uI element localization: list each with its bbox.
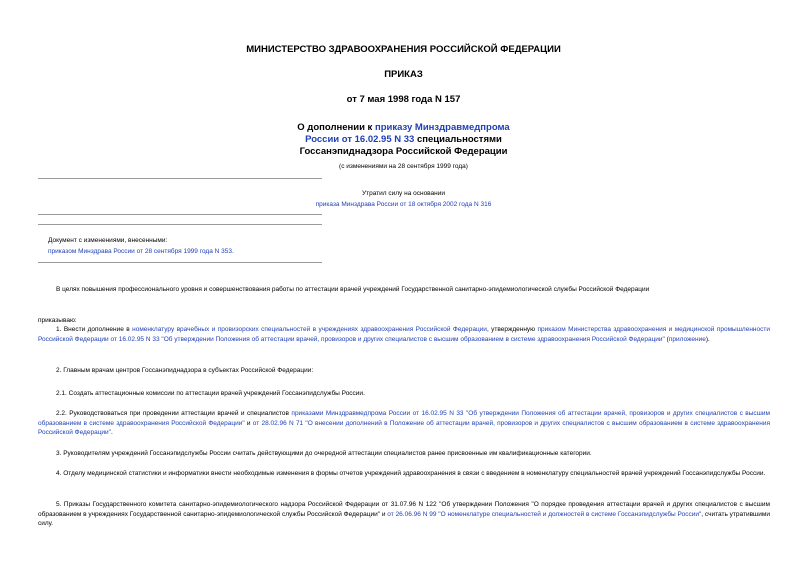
item-1-text-d: ). bbox=[705, 335, 710, 343]
item-5 bbox=[38, 500, 770, 529]
void-label: Утратил силу на основании bbox=[361, 190, 446, 197]
divider bbox=[38, 178, 322, 179]
date-number-heading: от 7 мая 1998 года N 157 bbox=[346, 94, 461, 105]
item-2-1: 2.1. Создать аттестационные комиссии по аттестации врачей учреждений Госсанэпидслужбы России. bbox=[56, 390, 365, 397]
item-1-text-a: 1. Внести дополнение в bbox=[56, 326, 133, 333]
item-1-text-b: , утвержденную bbox=[486, 326, 538, 333]
void-link[interactable]: приказа Минздрава России от 18 октября 2002 года N 316 bbox=[315, 201, 492, 208]
item-1-text-c: ( bbox=[664, 335, 669, 343]
title-line2-rest: специальностями bbox=[414, 134, 502, 145]
item-4: 4. Отделу медицинской статистики и информатики внести необходимые изменения в формы отчетов учреждений здравоохранения в связи с введением в номенклатуру специальностей врачей учреждений Госсанэпидслужбы России. bbox=[56, 470, 766, 477]
order-word: приказываю: bbox=[38, 317, 77, 324]
item-1-link-order[interactable]: приказом Министерства здравоохранения и медицинской промышленности Российской Федерации от 16.02.95 N 33 "Об утверждении Положения об аттестации врачей, провизоров и других специалистов с высшим образованием в системе здравоохранения Российской Федерации" bbox=[38, 326, 770, 343]
item-5-text-b: , считать утратившими силу. bbox=[38, 510, 770, 527]
item-5-link-order-99[interactable]: от 26.06.96 N 99 "О номенклатуре специальностей и должностей в системе Госсанэпидслужбы России" bbox=[387, 510, 702, 518]
item-2-2-text-a: 2.2. Руководствоваться при проведении аттестации врачей и специалистов bbox=[56, 410, 292, 417]
item-3: 3. Руководителям учреждений Госсанэпидслужбы России считать действующими до очередной аттестации специалистов ранее присвоенные им квалификационные категории. bbox=[56, 450, 592, 457]
divider bbox=[38, 262, 322, 263]
item-2-2 bbox=[38, 409, 770, 438]
item-2: 2. Главным врачам центров Госсанэпиднадзора в субъектах Российской Федерации: bbox=[56, 367, 314, 374]
changes-link[interactable]: приказом Минздрава России от 28 сентября 1999 года N 353. bbox=[48, 248, 234, 255]
divider bbox=[38, 214, 322, 215]
item-2-2-text-b: и bbox=[244, 419, 253, 427]
item-2-2-link-order-71[interactable]: от 28.02.96 N 71 "О внесении дополнений в Положение об аттестации врачей, провизоров и других специалистов с высшим образованием в системе здравоохранения Российской Федерации" bbox=[38, 419, 770, 436]
title-pre: О дополнении к bbox=[297, 122, 375, 133]
item-1-link-appendix[interactable]: приложение bbox=[668, 335, 706, 343]
title-line3: Госсанэпиднадзора Российской Федерации bbox=[299, 146, 508, 157]
item-1 bbox=[38, 325, 770, 344]
divider bbox=[38, 224, 322, 225]
title-link-order[interactable]: приказу Минздравмедпрома bbox=[374, 122, 510, 133]
item-5-text-a: 5. Приказы Государственного комитета санитарно-эпидемиологического надзора Российской Федерации от 31.07.96 N 122 "Об утверждении Положения "О порядке проведения аттестации врачей и других специалистов с высшим образованием в учреждениях Государственной санитарно-эпидемиологической службы Российской Федерации" и bbox=[38, 501, 770, 518]
item-2-2-link-order-33[interactable]: приказами Минздравмедпрома России от 16.02.95 N 33 "Об утверждении Положения об аттестации врачей, провизоров и других специалистов с высшим образованием в системе здравоохранения Российской Федерации" bbox=[38, 410, 770, 427]
document-title bbox=[0, 122, 807, 158]
title-link-order-date[interactable]: России от 16.02.95 N 33 bbox=[305, 134, 415, 145]
preamble: В целях повышения профессионального уровня и совершенствования работы по аттестации врачей учреждений Государственной санитарно-эпидемиологической службы Российской Федерации bbox=[56, 286, 650, 293]
changes-label: Документ с изменениями, внесенными: bbox=[48, 237, 168, 244]
ministry-heading: МИНИСТЕРСТВО ЗДРАВООХРАНЕНИЯ РОССИЙСКОЙ ФЕДЕРАЦИИ bbox=[246, 44, 561, 55]
item-2-2-text-c: . bbox=[111, 429, 113, 436]
doc-type-heading: ПРИКАЗ bbox=[384, 69, 423, 80]
item-1-link-nomenclature[interactable]: номенклатуру врачебных и провизорских специальностей в учреждениях здравоохранения Российской Федерации bbox=[132, 326, 487, 333]
amended-note: (с изменениями на 28 сентября 1999 года) bbox=[339, 163, 468, 170]
